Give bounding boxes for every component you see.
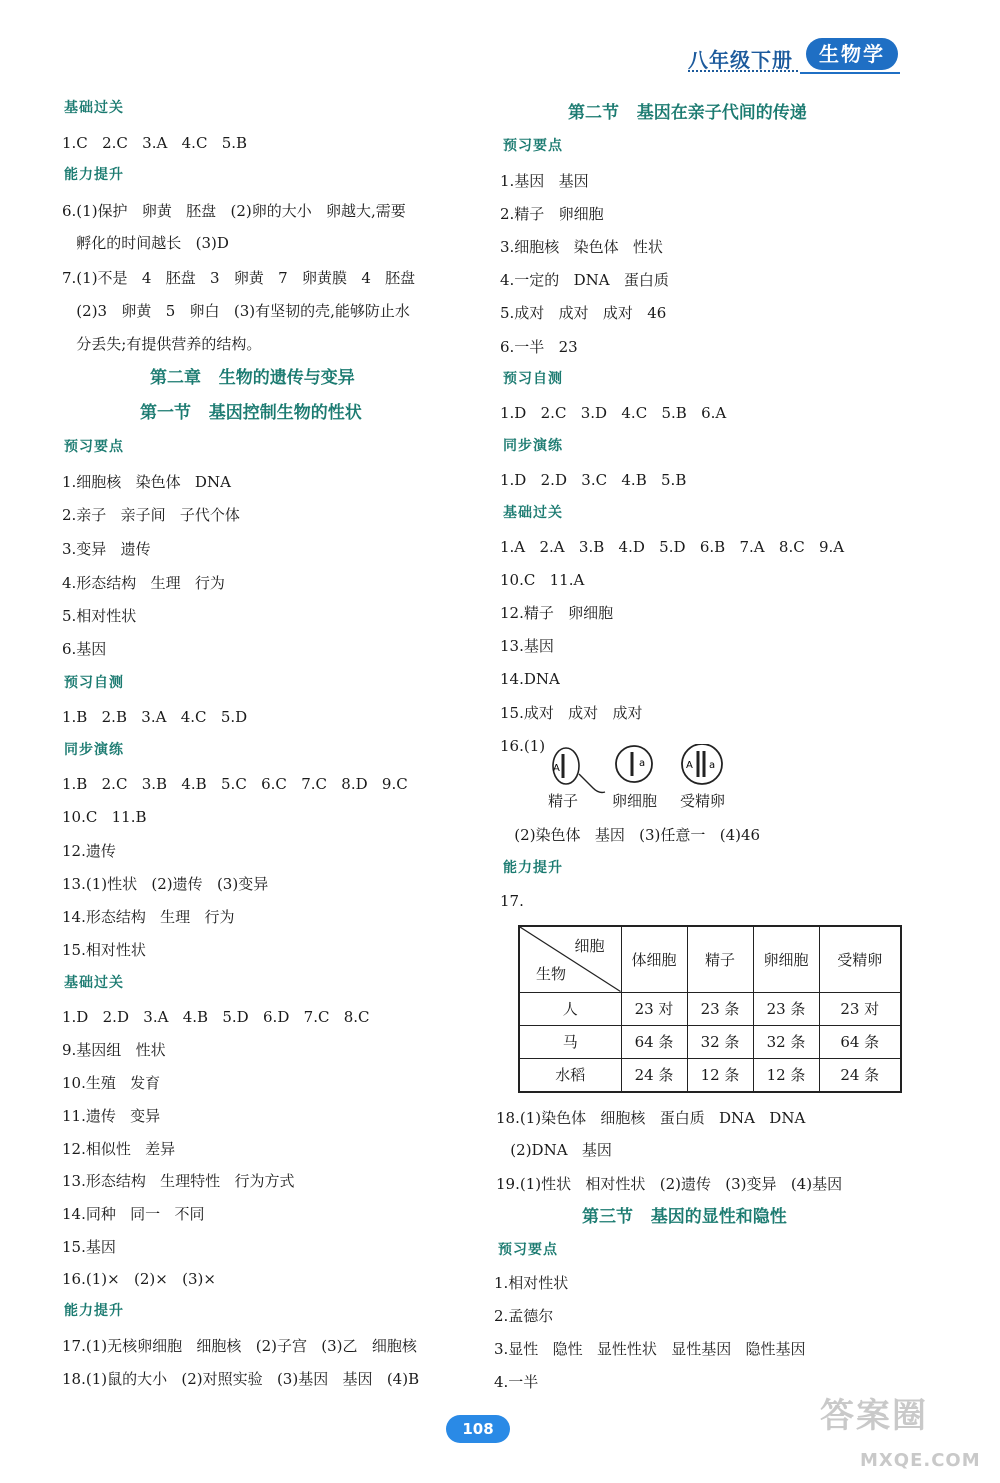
figure-label-zygote: 受精卵 xyxy=(680,792,726,810)
table-corner-cell xyxy=(519,926,621,992)
answer-line: 10.生殖 发育 xyxy=(62,1074,161,1092)
section-label: 基础过关 xyxy=(64,975,124,991)
table-cell: 12 条 xyxy=(753,1058,819,1092)
answer-line: 6.(1)保护 卵黄 胚盘 (2)卵的大小 卵越大,需要 xyxy=(62,202,406,220)
row-label: 人 xyxy=(519,992,621,1025)
section-label: 预习要点 xyxy=(503,138,563,154)
answer-line: 15.成对 成对 成对 xyxy=(500,704,643,722)
answer-line: 4.一半 xyxy=(494,1373,539,1391)
corner-label-organism: 生物 xyxy=(536,964,567,983)
answer-line: 1.基因 基因 xyxy=(500,172,589,190)
answer-line: 2.亲子 亲子间 子代个体 xyxy=(62,506,240,524)
answer-line: 1.D 2.C 3.D 4.C 5.B 6.A xyxy=(500,404,727,422)
section-label: 能力提升 xyxy=(64,1303,124,1319)
table-cell: 23 条 xyxy=(753,992,819,1025)
answer-line: 1.D 2.D 3.C 4.B 5.B xyxy=(500,471,687,489)
answer-line: 分丢失;有提供营养的结构。 xyxy=(62,335,262,353)
watermark-logo: 答案圈 xyxy=(820,1396,928,1436)
section-label: 预习要点 xyxy=(64,439,124,455)
answer-line: 5.成对 成对 成对 46 xyxy=(500,304,667,322)
answer-line: 18.(1)鼠的大小 (2)对照实验 (3)基因 基因 (4)B xyxy=(62,1370,420,1388)
figure-label-sperm: 精子 xyxy=(548,792,579,810)
table-header-row xyxy=(519,926,901,992)
answer-line: 14.形态结构 生理 行为 xyxy=(62,908,235,926)
answer-line: 2.孟德尔 xyxy=(494,1307,554,1325)
answer-line: 3.显性 隐性 显性性状 显性基因 隐性基因 xyxy=(494,1340,806,1358)
table-header: 受精卵 xyxy=(819,926,901,992)
answer-line: 3.变异 遗传 xyxy=(62,540,151,558)
section-label: 同步演练 xyxy=(64,742,124,758)
answer-line: 13.基因 xyxy=(500,637,554,655)
section-label: 基础过关 xyxy=(64,100,124,116)
table-cell: 23 对 xyxy=(621,992,687,1025)
answer-line: 1.D 2.D 3.A 4.B 5.D 6.D 7.C 8.C xyxy=(62,1008,370,1026)
answer-line: 4.一定的 DNA 蛋白质 xyxy=(500,271,669,289)
header-subject-badge: 生物学 xyxy=(806,38,898,70)
answer-line: 9.基因组 性状 xyxy=(62,1041,166,1059)
section-label: 预习自测 xyxy=(64,675,124,691)
table-cell: 64 条 xyxy=(819,1025,901,1058)
table-header: 精子 xyxy=(687,926,753,992)
section-label: 预习要点 xyxy=(498,1242,558,1258)
answer-line: 7.(1)不是 4 胚盘 3 卵黄 7 卵黄膜 4 胚盘 xyxy=(62,269,416,287)
section-label: 能力提升 xyxy=(64,167,124,183)
table-header: 卵细胞 xyxy=(753,926,819,992)
table-cell: 12 条 xyxy=(687,1058,753,1092)
answer-line: 15.相对性状 xyxy=(62,941,146,959)
row-label: 马 xyxy=(519,1025,621,1058)
answer-line: 13.形态结构 生理特性 行为方式 xyxy=(62,1172,295,1190)
section-title: 第二节 基因在亲子代间的传递 xyxy=(568,103,807,123)
answer-line: 17.(1)无核卵细胞 细胞核 (2)子宫 (3)乙 细胞核 xyxy=(62,1337,417,1355)
answer-line: 12.遗传 xyxy=(62,842,116,860)
page-number: 108 xyxy=(446,1415,510,1443)
table-row xyxy=(519,1058,901,1092)
answer-line: 14.同种 同一 不同 xyxy=(62,1205,205,1223)
answer-line: 1.C 2.C 3.A 4.C 5.B xyxy=(62,134,248,152)
answer-line: 17. xyxy=(500,892,524,910)
gene-label: a xyxy=(639,758,646,769)
answer-line: 10.C 11.B xyxy=(62,808,147,826)
egg-cell xyxy=(616,746,652,782)
answer-line: (2)3 卵黄 5 卵白 (3)有坚韧的壳,能够防止水 xyxy=(62,302,410,320)
section-title: 第三节 基因的显性和隐性 xyxy=(582,1207,787,1227)
answer-line: 14.DNA xyxy=(500,670,560,688)
answer-line: 1.相对性状 xyxy=(494,1274,569,1292)
gene-label: a xyxy=(709,760,716,771)
header-divider xyxy=(688,70,798,72)
answer-line: 10.C 11.A xyxy=(500,571,585,589)
answer-line: 1.A 2.A 3.B 4.D 5.D 6.B 7.A 8.C 9.A xyxy=(500,538,845,556)
chromosome-table xyxy=(518,925,902,1093)
answer-line: 12.相似性 差异 xyxy=(62,1140,176,1158)
table-cell: 23 对 xyxy=(819,992,901,1025)
answer-line: 18.(1)染色体 细胞核 蛋白质 DNA DNA xyxy=(496,1109,806,1127)
answer-line: 16.(1)× (2)× (3)× xyxy=(62,1270,216,1288)
table-cell: 32 条 xyxy=(687,1025,753,1058)
answer-line: 1.细胞核 染色体 DNA xyxy=(62,473,231,491)
answer-line: (2)DNA 基因 xyxy=(496,1141,612,1159)
section-label: 能力提升 xyxy=(503,860,563,876)
answer-line: 11.遗传 变异 xyxy=(62,1107,161,1125)
corner-label-cell: 细胞 xyxy=(574,937,605,955)
sperm-cell xyxy=(553,748,605,793)
answer-line: 1.B 2.C 3.B 4.B 5.C 6.C 7.C 8.D 9.C xyxy=(62,775,408,793)
section-title: 第一节 基因控制生物的性状 xyxy=(140,403,362,423)
chapter-title: 第二章 生物的遗传与变异 xyxy=(150,368,355,388)
answer-line: 2.精子 卵细胞 xyxy=(500,205,604,223)
table-header: 体细胞 xyxy=(621,926,687,992)
table-cell: 64 条 xyxy=(621,1025,687,1058)
answer-line: 1.B 2.B 3.A 4.C 5.D xyxy=(62,708,248,726)
gene-label: A xyxy=(686,760,693,771)
table-row xyxy=(519,1025,901,1058)
answer-line: 5.相对性状 xyxy=(62,607,137,625)
table-cell: 32 条 xyxy=(753,1025,819,1058)
watermark-url: MXQE.COM xyxy=(860,1450,981,1471)
answer-line: 6.基因 xyxy=(62,640,107,658)
answer-line: 15.基因 xyxy=(62,1238,116,1256)
section-label: 基础过关 xyxy=(503,505,563,521)
answer-line: 16.(1) xyxy=(500,737,546,755)
row-label: 水稻 xyxy=(519,1058,621,1092)
figure-label-egg: 卵细胞 xyxy=(612,792,658,810)
table-row xyxy=(519,992,901,1025)
gene-label: A xyxy=(553,763,560,774)
header-underline xyxy=(800,72,900,74)
answer-line: 13.(1)性状 (2)遗传 (3)变异 xyxy=(62,875,269,893)
answer-line: 3.细胞核 染色体 性状 xyxy=(500,238,663,256)
table-cell: 24 条 xyxy=(621,1058,687,1092)
answer-line: 12.精子 卵细胞 xyxy=(500,604,614,622)
header-grade: 八年级下册 xyxy=(688,48,793,72)
answer-line: 孵化的时间越长 (3)D xyxy=(62,234,229,252)
section-label: 预习自测 xyxy=(503,371,563,387)
answer-line: 6.一半 23 xyxy=(500,338,578,356)
table-cell: 23 条 xyxy=(687,992,753,1025)
answer-line: 4.形态结构 生理 行为 xyxy=(62,574,225,592)
answer-line: 19.(1)性状 相对性状 (2)遗传 (3)变异 (4)基因 xyxy=(496,1175,843,1193)
answer-line: (2)染色体 基因 (3)任意一 (4)46 xyxy=(500,826,761,844)
section-label: 同步演练 xyxy=(503,438,563,454)
table-cell: 24 条 xyxy=(819,1058,901,1092)
